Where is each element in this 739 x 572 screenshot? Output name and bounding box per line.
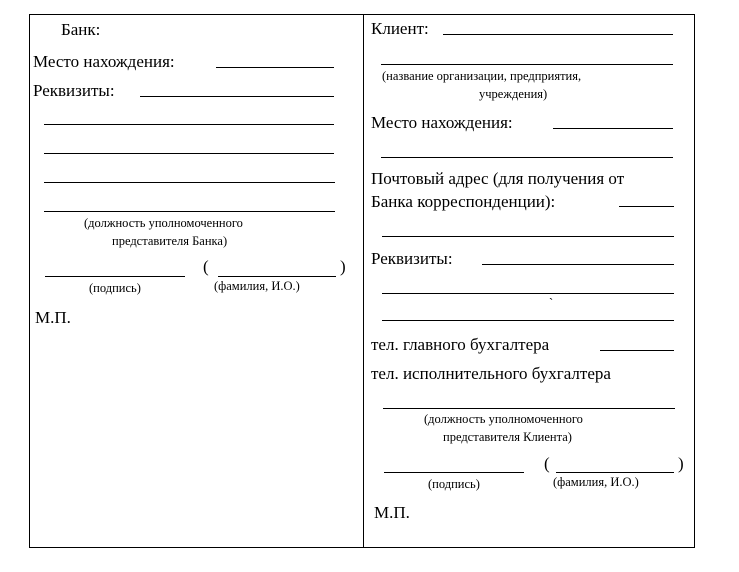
client-title: Клиент: [371,19,429,38]
client-postal-line-2[interactable] [382,236,674,237]
client-signature-line[interactable] [384,472,524,473]
bank-title: Банк: [61,20,101,39]
bank-requisites-line-2[interactable] [44,124,334,125]
client-name-close-paren: ) [678,454,684,473]
client-requisites-label: Реквизиты: [371,249,453,268]
bank-signature-line[interactable] [45,276,185,277]
client-executive-accountant-label: тел. исполнительного бухгалтера [371,364,611,383]
bank-name-open-paren: ( [203,257,209,276]
bank-requisites-line-1[interactable] [140,96,334,97]
bank-location-line[interactable] [216,67,334,68]
bank-position-caption: (должность уполномоченного [84,216,243,230]
client-requisites-line-1[interactable] [482,264,674,265]
client-position-line[interactable] [383,408,675,409]
client-seal: М.П. [374,503,410,522]
client-org-caption: (название организации, предприятия, [382,69,582,83]
client-name-line[interactable] [556,472,674,473]
client-postal-label: Почтовый адрес (для получения от [371,169,625,188]
bank-position-line[interactable] [44,211,335,212]
client-postal-label-2: Банка корреспонденции): [371,192,556,211]
client-signature-caption: (подпись) [428,477,480,491]
bank-requisites-line-3[interactable] [44,153,334,154]
bank-requisites-label: Реквизиты: [33,81,115,100]
bank-location-label: Место нахождения: [33,52,175,71]
client-org-caption-2: учреждения) [479,87,548,101]
client-position-caption-2: представителя Клиента) [443,430,572,444]
client-location-line-2[interactable] [381,157,673,158]
client-location-line-1[interactable] [553,128,673,129]
client-postal-line-1[interactable] [619,206,674,207]
column-divider [363,14,364,547]
client-name-line-2[interactable] [381,64,673,65]
bank-seal: М.П. [35,308,71,327]
client-chief-accountant-label: тел. главного бухгалтера [371,335,550,354]
bank-signature-caption: (подпись) [89,281,141,295]
client-requisites-line-2[interactable] [382,293,674,294]
client-position-caption: (должность уполномоченного [424,412,583,426]
bank-name-close-paren: ) [340,257,346,276]
client-chief-accountant-line[interactable] [600,350,674,351]
bank-requisites-line-4[interactable] [44,182,335,183]
client-name-open-paren: ( [544,454,550,473]
client-requisites-line-3[interactable] [382,320,674,321]
client-name-line-1[interactable] [443,34,673,35]
client-name-caption: (фамилия, И.О.) [553,475,639,489]
bank-name-caption: (фамилия, И.О.) [214,279,300,293]
bank-name-line[interactable] [218,276,336,277]
bank-position-caption-2: представителя Банка) [112,234,228,248]
client-stray-mark: ` [549,296,554,310]
client-location-label: Место нахождения: [371,113,513,132]
